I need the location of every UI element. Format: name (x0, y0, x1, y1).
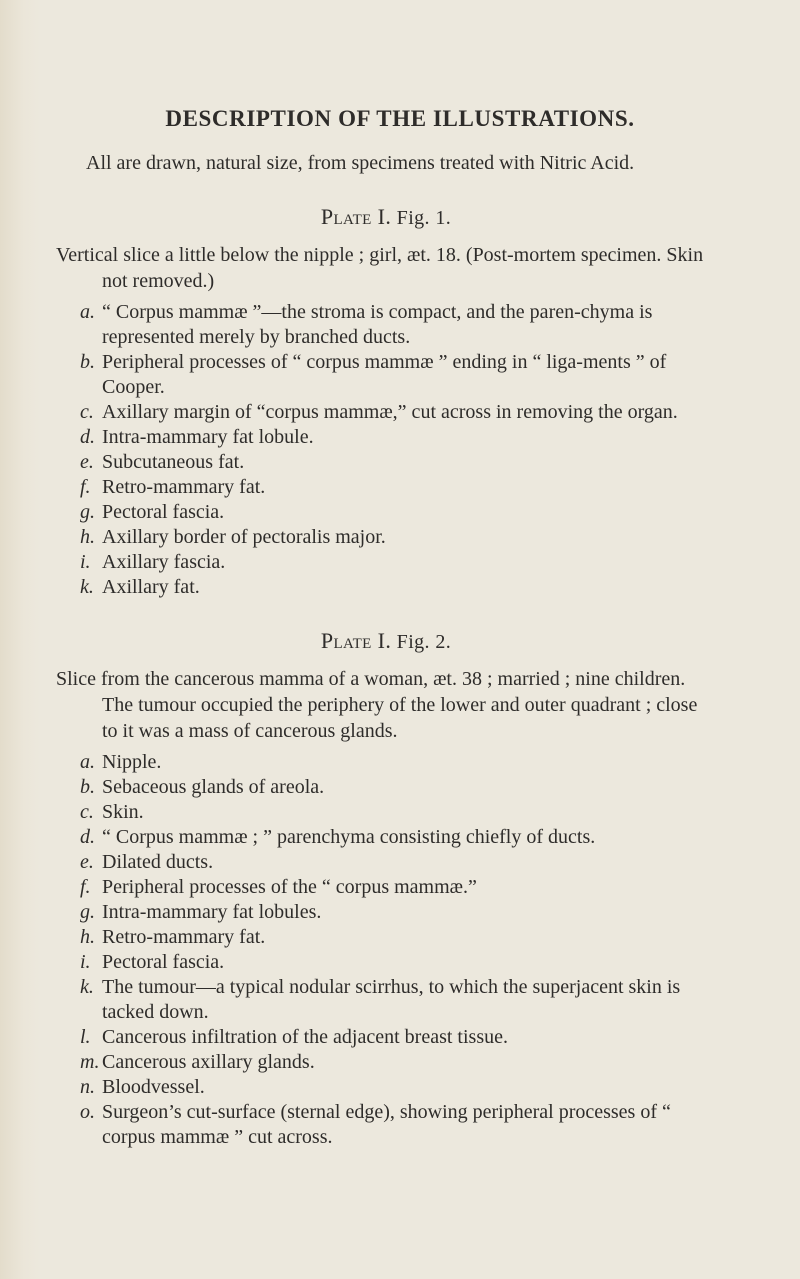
legend-letter: k. (80, 576, 94, 598)
legend-letter: b. (80, 351, 95, 373)
legend-item (56, 1075, 716, 1100)
legend-text: The tumour—a typical nodular scirrhus, to which the superjacent skin is tacked down. (102, 976, 681, 1023)
legend-letter: d. (80, 426, 95, 448)
legend-item (56, 975, 716, 1025)
legend-letter: k. (80, 976, 94, 998)
legend-text: “ Corpus mammæ ; ” parenchyma consisting chiefly of ducts. (102, 826, 596, 848)
legend-letter: f. (80, 876, 91, 898)
legend-letter: m. (80, 1051, 100, 1073)
legend-text: Skin. (102, 801, 144, 823)
legend-item (56, 500, 716, 525)
plate-heading-1 (56, 204, 716, 230)
legend-text: Axillary border of pectoralis major. (102, 526, 386, 548)
legend-letter: o. (80, 1101, 95, 1123)
page-header: DESCRIPTION OF THE ILLUSTRATIONS. (165, 106, 635, 131)
legend-list-1 (56, 300, 716, 600)
legend-item (56, 775, 716, 800)
plate-description-2: Slice from the cancerous mamma of a woman, æt. 38 ; married ; nine children. The tumour occupied the periphery of the lower and outer quadrant ; close to it was a mass of cancerous glands. (56, 668, 698, 742)
legend-letter: f. (80, 476, 91, 498)
legend-letter: n. (80, 1076, 95, 1098)
plate-label: Plate I. (320, 628, 392, 653)
legend-letter: e. (80, 851, 94, 873)
legend-text: Axillary margin of “corpus mammæ,” cut across in removing the organ. (102, 401, 678, 423)
legend-item (56, 1100, 716, 1150)
legend-letter: a. (80, 301, 95, 323)
legend-list-2 (56, 750, 716, 1150)
legend-item (56, 800, 716, 825)
legend-letter: c. (80, 801, 94, 823)
legend-text: Sebaceous glands of areola. (102, 776, 325, 798)
legend-text: Cancerous axillary glands. (102, 1051, 315, 1073)
legend-letter: e. (80, 451, 94, 473)
legend-text: “ Corpus mammæ ”—the stroma is compact, and the paren-chyma is represented merely by branched ducts. (102, 301, 653, 348)
fig-label: Fig. 1. (396, 207, 452, 229)
legend-item (56, 1025, 716, 1050)
plate-section-2 (56, 628, 716, 1150)
legend-text: Bloodvessel. (102, 1076, 205, 1098)
legend-letter: i. (80, 951, 91, 973)
legend-item (56, 825, 716, 850)
legend-letter: d. (80, 826, 95, 848)
legend-item (56, 750, 716, 775)
legend-text: Retro-mammary fat. (102, 926, 266, 948)
legend-text: Cancerous infiltration of the adjacent breast tissue. (102, 1026, 508, 1048)
legend-text: Dilated ducts. (102, 851, 214, 873)
legend-letter: b. (80, 776, 95, 798)
legend-letter: g. (80, 501, 95, 523)
legend-text: Axillary fascia. (102, 551, 226, 573)
plate-section-1 (56, 204, 716, 600)
document-page (56, 106, 716, 1150)
legend-letter: h. (80, 526, 95, 548)
legend-text: Surgeon’s cut-surface (sternal edge), showing peripheral processes of “ corpus mammæ ” cut across. (102, 1101, 671, 1148)
legend-item (56, 550, 716, 575)
legend-item (56, 400, 716, 425)
legend-text: Axillary fat. (102, 576, 200, 598)
legend-text: Subcutaneous fat. (102, 451, 245, 473)
legend-text: Retro-mammary fat. (102, 476, 266, 498)
legend-letter: i. (80, 551, 91, 573)
legend-letter: g. (80, 901, 95, 923)
legend-item (56, 425, 716, 450)
plate-heading-2 (56, 628, 716, 654)
page-edge-shadow (0, 0, 40, 1279)
legend-text: Intra-mammary fat lobules. (102, 901, 322, 923)
legend-letter: a. (80, 751, 95, 773)
legend-item (56, 925, 716, 950)
plate-description-1: Vertical slice a little below the nipple ; girl, æt. 18. (Post-mortem specimen. Skin not removed.) (56, 244, 704, 292)
legend-letter: h. (80, 926, 95, 948)
legend-item (56, 300, 716, 350)
plate-label: Plate I. (320, 204, 392, 229)
legend-item (56, 575, 716, 600)
legend-item (56, 875, 716, 900)
legend-text: Pectoral fascia. (102, 501, 225, 523)
legend-text: Pectoral fascia. (102, 951, 225, 973)
intro-paragraph: All are drawn, natural size, from specimens treated with Nitric Acid. (86, 152, 635, 174)
legend-item (56, 450, 716, 475)
legend-item (56, 850, 716, 875)
legend-letter: l. (80, 1026, 91, 1048)
legend-text: Intra-mammary fat lobule. (102, 426, 314, 448)
legend-item (56, 525, 716, 550)
legend-item (56, 950, 716, 975)
legend-text: Nipple. (102, 751, 162, 773)
fig-label: Fig. 2. (396, 631, 452, 653)
legend-text: Peripheral processes of “ corpus mammæ ” ending in “ liga-ments ” of Cooper. (102, 351, 667, 398)
legend-letter: c. (80, 401, 94, 423)
legend-item (56, 1050, 716, 1075)
legend-item (56, 475, 716, 500)
legend-item (56, 900, 716, 925)
legend-text: Peripheral processes of the “ corpus mammæ.” (102, 876, 477, 898)
legend-item (56, 350, 716, 400)
